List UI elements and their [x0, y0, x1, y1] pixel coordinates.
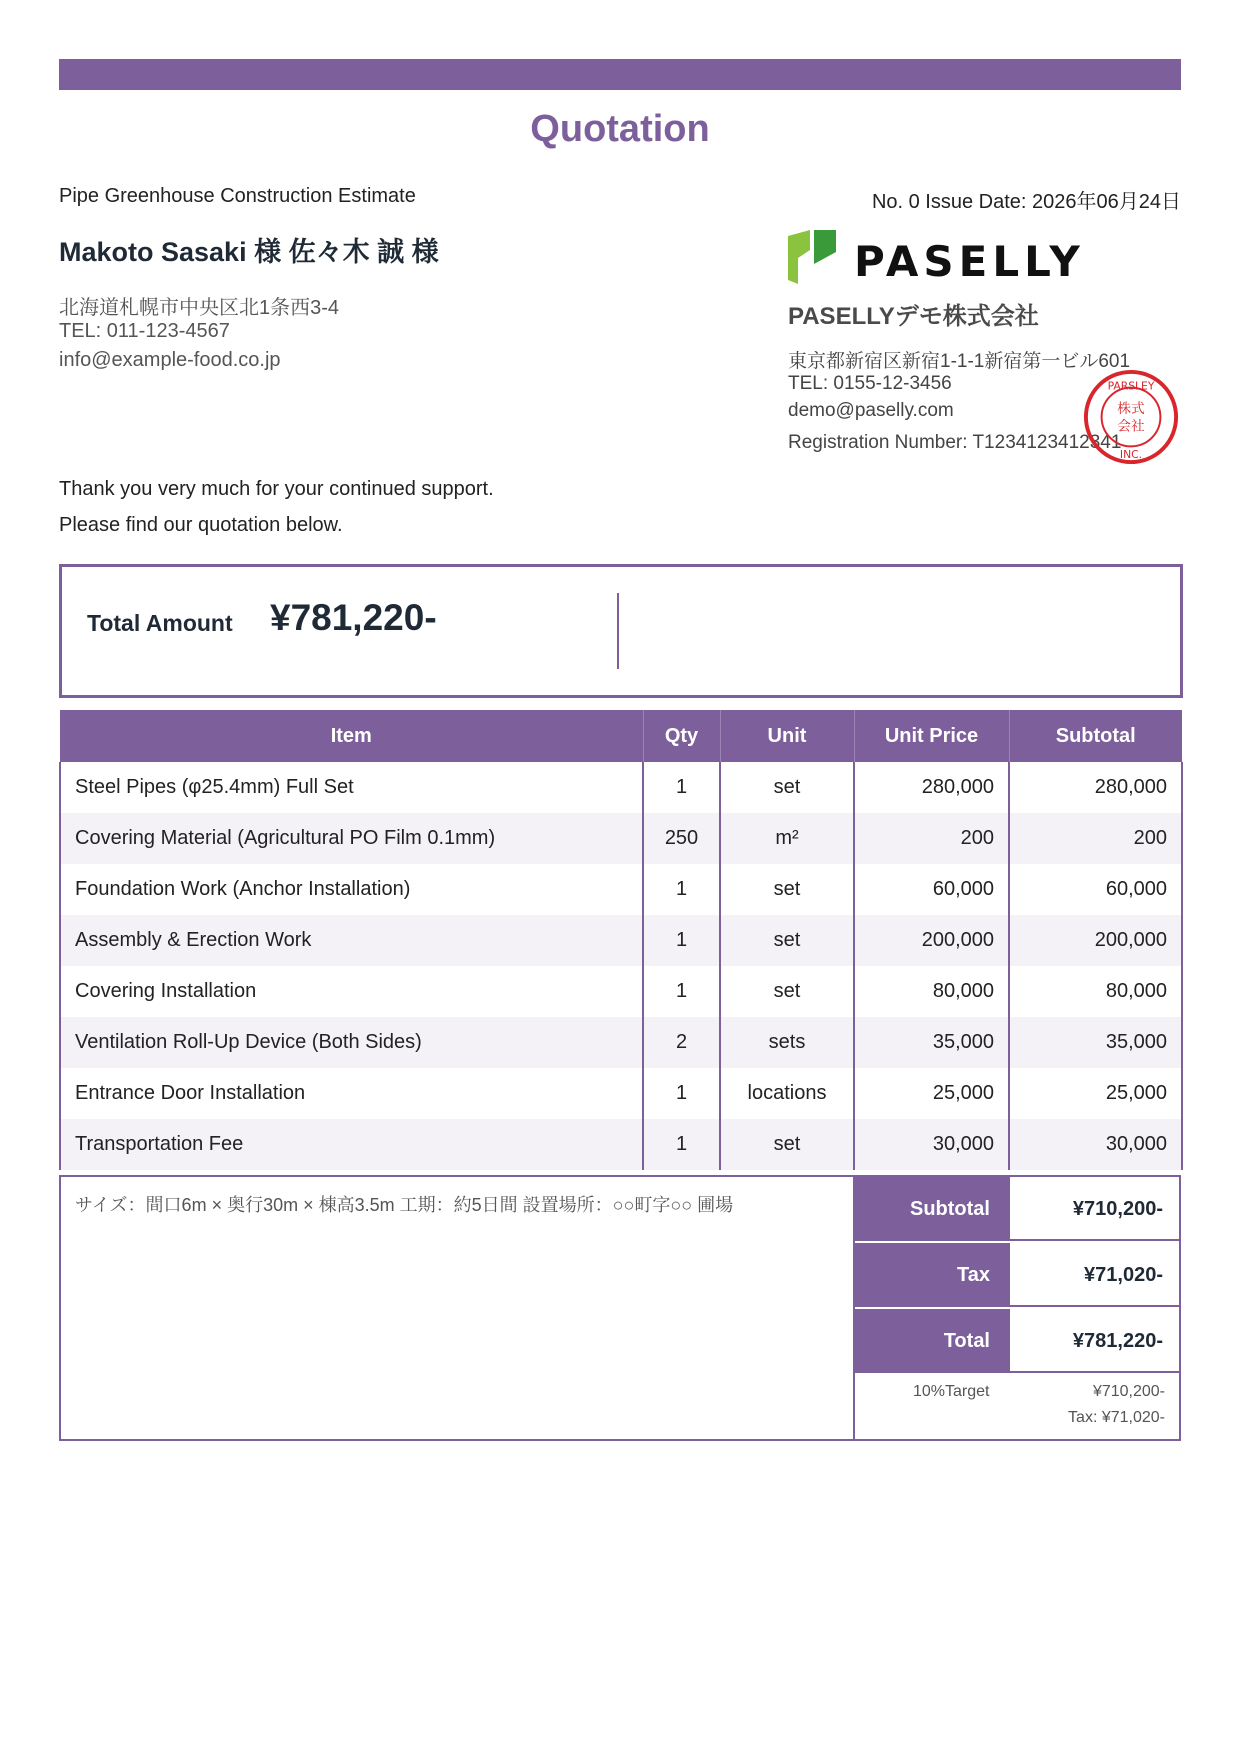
- cell-subtotal: 25,000: [1009, 1068, 1182, 1119]
- header-subtotal: Subtotal: [1009, 710, 1182, 762]
- cell-qty: 1: [643, 1119, 720, 1170]
- cell-subtotal: 200,000: [1009, 915, 1182, 966]
- cell-qty: 1: [643, 915, 720, 966]
- company-logo: [788, 230, 1088, 286]
- header-qty: Qty: [643, 710, 720, 762]
- subtotal-value: ¥710,200-: [1008, 1177, 1181, 1241]
- svg-text:PARSLEY: PARSLEY: [1107, 379, 1155, 393]
- greeting-line-1: Thank you very much for your continued support.: [59, 478, 494, 500]
- cell-unit: m²: [720, 813, 854, 864]
- cell-unit-price: 80,000: [854, 966, 1009, 1017]
- cell-unit: set: [720, 1119, 854, 1170]
- items-table: [59, 710, 1183, 1170]
- cell-subtotal: 60,000: [1009, 864, 1182, 915]
- cell-item: Ventilation Roll-Up Device (Both Sides): [60, 1017, 643, 1068]
- cell-qty: 1: [643, 762, 720, 813]
- table-row: [60, 1017, 1182, 1068]
- cell-unit-price: 280,000: [854, 762, 1009, 813]
- cell-subtotal: 80,000: [1009, 966, 1182, 1017]
- cell-unit: sets: [720, 1017, 854, 1068]
- header-item: Item: [60, 710, 643, 762]
- tax-target-tax: Tax: ¥71,020-: [1068, 1409, 1165, 1426]
- total-value: ¥781,220-: [1008, 1309, 1181, 1373]
- cell-qty: 1: [643, 864, 720, 915]
- document-title: Quotation: [530, 108, 710, 150]
- issue-number-date: No. 0 Issue Date: 2026年06月24日: [871, 191, 1181, 213]
- customer-name: Makoto Sasaki 様 佐々木 誠 様: [59, 237, 439, 267]
- total-amount-box: [59, 564, 1183, 698]
- tax-target-value: ¥710,200-: [1092, 1383, 1165, 1400]
- cell-unit-price: 200,000: [854, 915, 1009, 966]
- total-label: Total: [855, 1309, 1008, 1373]
- cell-subtotal: 280,000: [1009, 762, 1182, 813]
- cell-unit: set: [720, 915, 854, 966]
- table-row: [60, 966, 1182, 1017]
- cell-item: Foundation Work (Anchor Installation): [60, 864, 643, 915]
- cell-unit: set: [720, 864, 854, 915]
- company-name: PASELLYデモ株式会社: [788, 303, 1039, 330]
- logo-leaf-right: [814, 230, 836, 264]
- subtotal-label: Subtotal: [855, 1177, 1008, 1241]
- cell-subtotal: 30,000: [1009, 1119, 1182, 1170]
- cell-unit: set: [720, 966, 854, 1017]
- cell-qty: 1: [643, 966, 720, 1017]
- table-row: [60, 1068, 1182, 1119]
- tax-label: Tax: [855, 1243, 1008, 1307]
- cell-unit-price: 25,000: [854, 1068, 1009, 1119]
- cell-unit: set: [720, 762, 854, 813]
- cell-unit: locations: [720, 1068, 854, 1119]
- table-row: [60, 915, 1182, 966]
- summary-section: [59, 1175, 1181, 1441]
- tax-target-label: 10%Target: [913, 1383, 990, 1400]
- cell-qty: 250: [643, 813, 720, 864]
- cell-subtotal: 35,000: [1009, 1017, 1182, 1068]
- greeting-line-2: Please find our quotation below.: [59, 514, 343, 536]
- company-address: 東京都新宿区新宿1-1-1新宿第一ビル601: [788, 351, 1131, 372]
- svg-text:INC.: INC.: [1119, 448, 1143, 462]
- header-unit: Unit: [720, 710, 854, 762]
- document-subject: Pipe Greenhouse Construction Estimate: [59, 185, 416, 207]
- cell-unit-price: 200: [854, 813, 1009, 864]
- table-row: [60, 864, 1182, 915]
- cell-item: Transportation Fee: [60, 1119, 643, 1170]
- svg-text:株式: 株式: [1117, 401, 1145, 418]
- cell-item: Entrance Door Installation: [60, 1068, 643, 1119]
- cell-subtotal: 200: [1009, 813, 1182, 864]
- cell-item: Covering Material (Agricultural PO Film 0.1mm): [60, 813, 643, 864]
- top-accent-bar: [59, 59, 1181, 90]
- cell-unit-price: 30,000: [854, 1119, 1009, 1170]
- logo-leaf-left: [788, 230, 810, 284]
- customer-address: 北海道札幌市中央区北1条西3-4: [59, 297, 340, 319]
- cell-qty: 1: [643, 1068, 720, 1119]
- company-registration: Registration Number: T1234123412341: [788, 432, 1122, 453]
- cell-item: Covering Installation: [60, 966, 643, 1017]
- cell-item: Assembly & Erection Work: [60, 915, 643, 966]
- cell-qty: 2: [643, 1017, 720, 1068]
- notes-text: サイズ：間口6m × 奥行30m × 棟高3.5m 工期：約5日間 設置場所：○○町字○○ 圃場: [75, 1195, 734, 1215]
- svg-text:会社: 会社: [1117, 418, 1145, 435]
- header-unit-price: Unit Price: [854, 710, 1009, 762]
- table-row: [60, 1119, 1182, 1170]
- tax-value: ¥71,020-: [1008, 1243, 1181, 1307]
- customer-tel: TEL: 011-123-4567: [59, 320, 230, 342]
- company-email: demo@paselly.com: [788, 400, 954, 421]
- company-seal-stamp: [1082, 368, 1180, 466]
- total-amount-label: Total Amount: [87, 610, 233, 636]
- logo-wordmark: PASELLY: [854, 237, 1085, 286]
- cell-unit-price: 35,000: [854, 1017, 1009, 1068]
- total-amount-value: ¥781,220-: [270, 597, 437, 638]
- table-row: [60, 813, 1182, 864]
- items-header-row: [60, 710, 1182, 762]
- table-row: [60, 762, 1182, 813]
- company-tel: TEL: 0155-12-3456: [788, 373, 952, 394]
- cell-item: Steel Pipes (φ25.4mm) Full Set: [60, 762, 643, 813]
- customer-email: info@example-food.co.jp: [59, 349, 281, 371]
- cell-unit-price: 60,000: [854, 864, 1009, 915]
- total-box-divider: [617, 593, 619, 669]
